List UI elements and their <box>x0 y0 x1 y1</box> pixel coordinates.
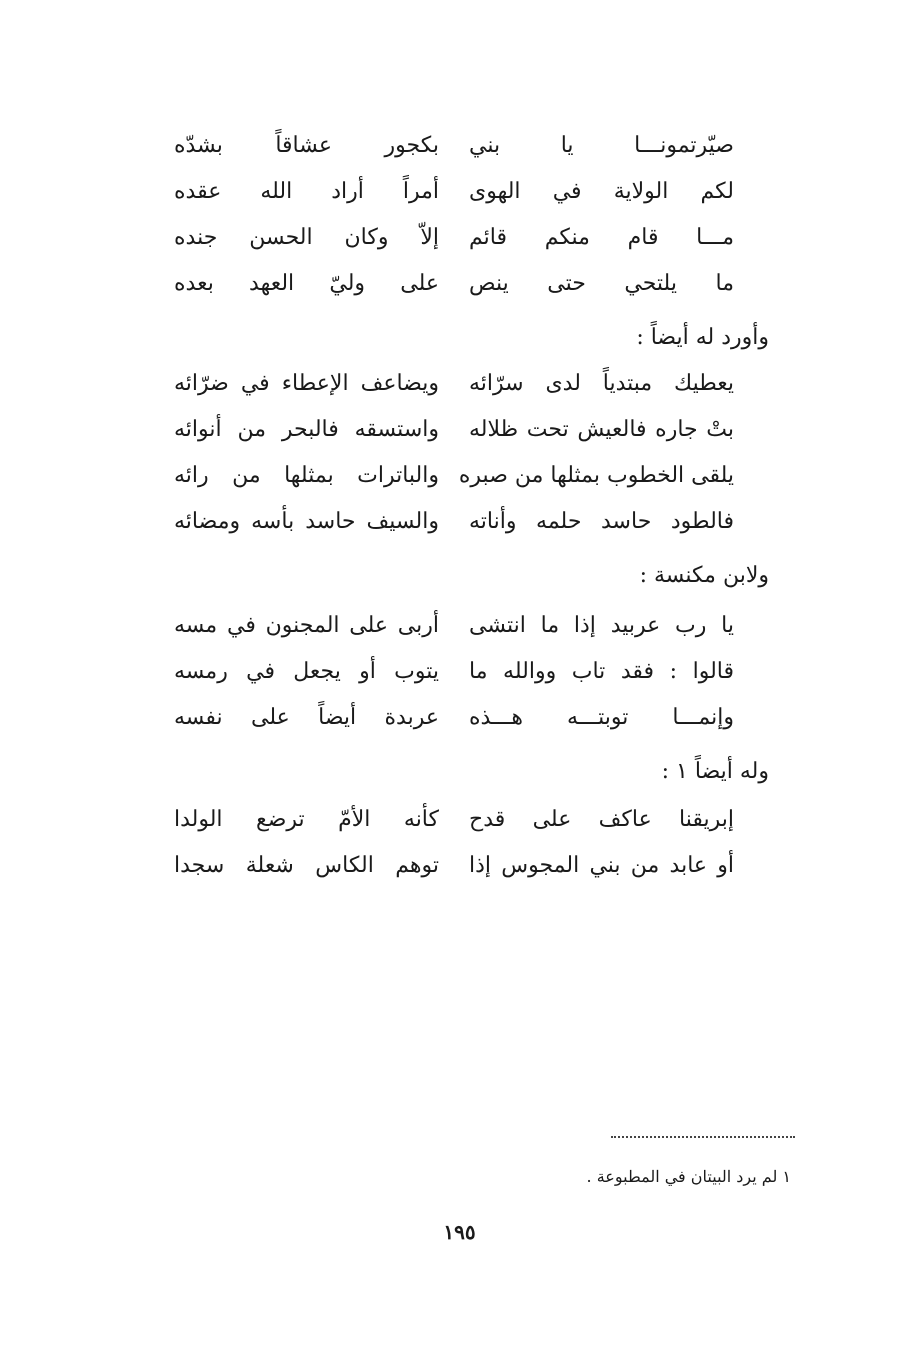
footnote-divider <box>611 1136 795 1138</box>
section-intro: وأورد له أيضاً : <box>636 325 769 350</box>
hemistich-second: كأنه الأمّ ترضع الولدا <box>174 807 439 832</box>
verse <box>174 797 734 843</box>
verse <box>174 407 734 453</box>
hemistich-second: توهم الكاس شعلة سجدا <box>174 853 439 878</box>
hemistich-second: واستسقه فالبحر من أنوائه <box>174 417 439 442</box>
verse <box>174 215 734 261</box>
hemistich-second: والسيف حاسد بأسه ومضائه <box>174 509 439 534</box>
hemistich-first: يعطيك مبتدياً لدى سرّائه <box>469 371 734 396</box>
hemistich-first: مـــا قام منكم قائم <box>469 225 734 250</box>
hemistich-second: على وليّ العهد بعده <box>174 271 439 296</box>
verse <box>174 843 734 889</box>
hemistich-first: وإنمـــا توبتـــه هـــذه <box>469 705 734 730</box>
poem-stanza-4 <box>174 797 734 889</box>
verse <box>174 261 734 307</box>
verse <box>174 695 734 741</box>
section-intro: ولابن مكنسة : <box>639 563 769 588</box>
hemistich-second: إلاّ وكان الحسن جنده <box>174 225 439 250</box>
hemistich-first: بتْ جاره فالعيش تحت ظلاله <box>469 417 734 442</box>
hemistich-second: يتوب أو يجعل في رمسه <box>174 659 439 684</box>
hemistich-second: عربدة أيضاً على نفسه <box>174 705 439 730</box>
hemistich-first: إبريقنا عاكف على قدح <box>469 807 734 832</box>
verse <box>174 123 734 169</box>
hemistich-second: أمراً أراد الله عقده <box>174 179 439 204</box>
hemistich-second: أربى على المجنون في مسه <box>174 613 439 638</box>
hemistich-first: قالوا : فقد تاب ووالله ما <box>469 659 734 684</box>
poem-stanza-3 <box>174 603 734 741</box>
verse <box>174 499 734 545</box>
hemistich-second: والباترات بمثلها من رائه <box>174 463 439 488</box>
hemistich-first: فالطود حاسد حلمه وأناته <box>469 509 734 534</box>
verse <box>174 649 734 695</box>
poem-stanza-2 <box>174 361 734 545</box>
verse <box>174 361 734 407</box>
verse <box>174 169 734 215</box>
verse <box>174 603 734 649</box>
hemistich-first: صيّرتمونـــا يا بني <box>469 133 734 158</box>
hemistich-first: لكم الولاية في الهوى <box>469 179 734 204</box>
poem-stanza-1 <box>174 123 734 307</box>
verse <box>174 453 734 499</box>
page-number: ١٩٥ <box>443 1220 476 1244</box>
hemistich-first: ما يلتحي حتى ينص <box>469 271 734 296</box>
hemistich-first: يلقى الخطوب بمثلها من صبره <box>458 463 734 488</box>
footnote: ١ لم يرد البيتان في المطبوعة . <box>586 1167 791 1186</box>
section-intro: وله أيضاً ١ : <box>661 759 769 784</box>
hemistich-first: يا رب عربيد إذا ما انتشى <box>469 613 734 638</box>
hemistich-second: بكجور عشاقاً بشدّه <box>174 133 439 158</box>
hemistich-first: أو عابد من بني المجوس إذا <box>469 853 734 878</box>
hemistich-second: ويضاعف الإعطاء في ضرّائه <box>174 371 439 396</box>
